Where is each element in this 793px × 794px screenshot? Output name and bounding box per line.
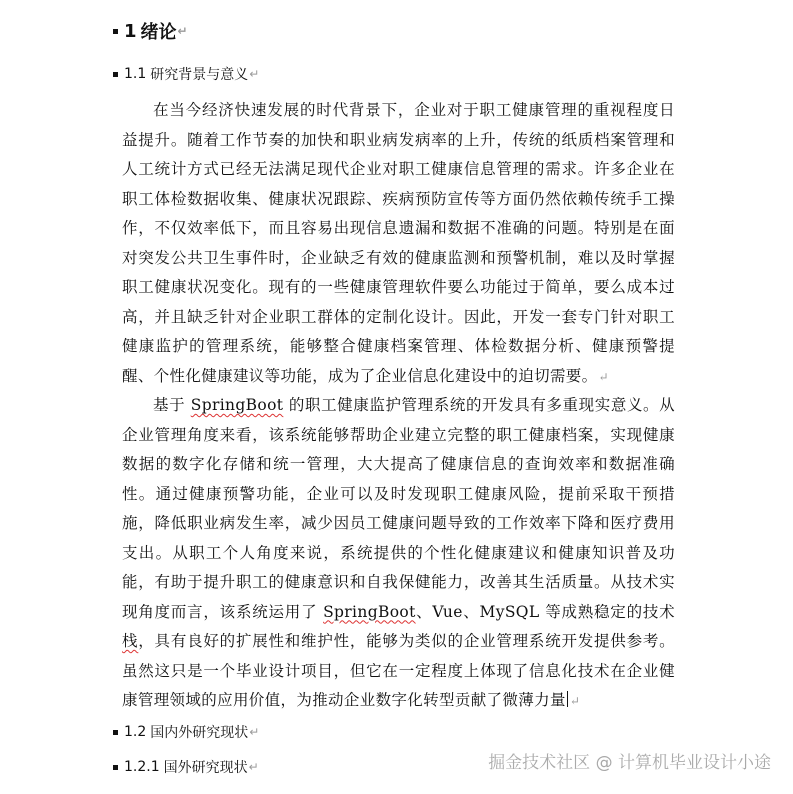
heading-number: 1.2.1 — [124, 759, 160, 775]
paragraph-mark: ↵ — [249, 67, 260, 81]
paragraph-mark: ↵ — [248, 760, 259, 774]
paragraph-mark: ↵ — [249, 725, 260, 739]
heading-title: 研究背景与意义 — [150, 67, 249, 83]
paragraph-text: 、Vue、MySQL 等成熟稳定的技术 — [415, 602, 675, 621]
heading-number: 1 — [124, 20, 137, 42]
heading-1-1 — [113, 64, 259, 84]
paragraph-text: 在当今经济快速发展的时代背景下，企业对于职工健康管理的重视程度日益提升。随着工作节奏的加快和职业病发病率的上升，传统的纸质档案管理和人工统计方式已经无法满足现代企业对职工健康信息管理的需求。许多企业在职工体检数据收集、健康状况跟踪、疾病预防宣传等方面仍然依赖传统手工操作，不仅效率低下，而且容易出现信息遗漏和数据不准确的问题。特别是在面对突发公共卫生事件时，企业缺乏有效的健康监测和预警机制，难以及时掌握职工健康状况变化。现有的一些健康管理软件要么功能过于简单，要么成本过高，并且缺乏针对企业职工群体的定制化设计。因此，开发一套专门针对职工健康监护的管理系统，能够整合健康档案管理、体检数据分析、健康预警提醒、个性化健康建议等功能，成为了企业信息化建设中的迫切需要。 — [122, 101, 675, 385]
heading-1-2 — [113, 722, 259, 742]
text-cursor — [567, 691, 568, 707]
spellcheck-term: SpringBoot — [323, 602, 416, 621]
paragraph-mark: ↵ — [598, 369, 609, 384]
paragraph-significance — [122, 391, 675, 717]
paragraph-background — [122, 96, 675, 392]
heading-bullet — [113, 72, 118, 77]
heading-bullet — [113, 29, 118, 34]
heading-title: 国内外研究现状 — [150, 725, 249, 741]
spellcheck-term: 栈 — [122, 632, 139, 650]
spellcheck-term: SpringBoot — [190, 396, 284, 414]
heading-number: 1.2 — [124, 724, 147, 740]
heading-number: 1.1 — [124, 66, 147, 82]
paragraph-mark: ↵ — [569, 694, 580, 708]
heading-title: 绪论 — [140, 22, 177, 43]
paragraph-mark: ↵ — [177, 24, 188, 38]
heading-bullet — [113, 765, 118, 770]
heading-title: 国外研究现状 — [163, 760, 248, 776]
heading-bullet — [113, 730, 118, 735]
heading-1-2-1 — [113, 757, 259, 777]
paragraph-text: 的职工健康监护管理系统的开发具有多重现实意义。从企业管理角度来看，该系统能够帮助企业建立完整的职工健康档案，实现健康数据的数字化存储和统一管理，大大提高了健康信息的查询效率和数据准确性。通过健康预警功能，企业可以及时发现职工健康风险，提前采取干预措施，降低职业病发生率，减少因员工健康问题导致的工作效率下降和医疗费用支出。从职工个人角度来说，系统提供的个性化健康建议和健康知识普及功能，有助于提升职工的健康意识和自我保健能力，改善其生活质量。从技术实现角度而言，该系统运用了 — [122, 396, 675, 621]
paragraph-text: ，具有良好的扩展性和维护性，能够为类似的企业管理系统开发提供参考。虽然这只是一个毕业设计项目，但它在一定程度上体现了信息化技术在企业健康管理领域的应用价值，为推动企业数字化转型贡献了微薄力量 — [122, 632, 675, 709]
watermark: 掘金技术社区 @ 计算机毕业设计小途 — [488, 753, 771, 773]
paragraph-text: 基于 — [153, 396, 191, 414]
heading-1 — [113, 19, 188, 43]
